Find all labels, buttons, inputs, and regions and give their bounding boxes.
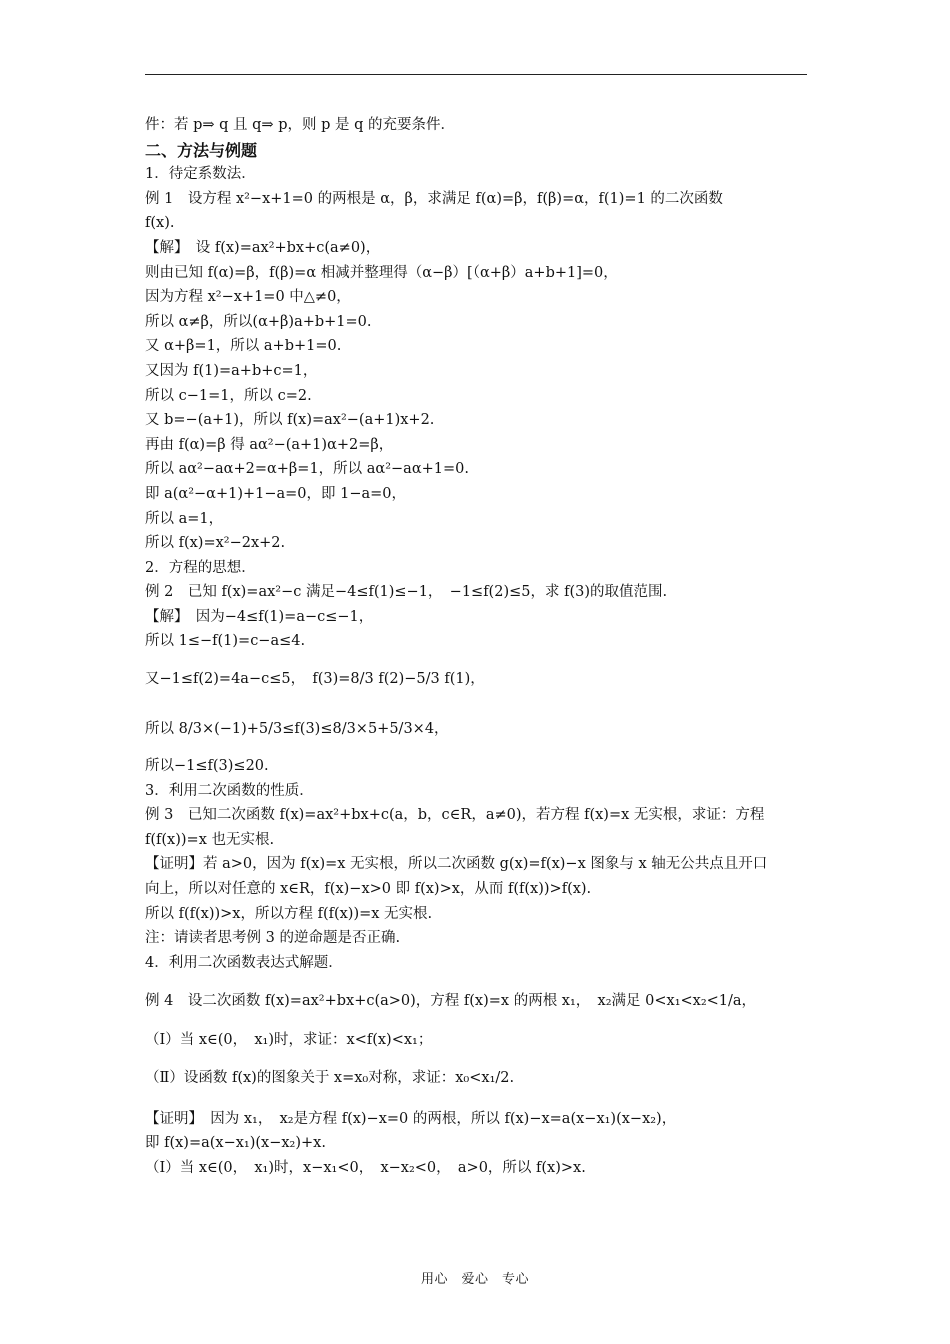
text-line: 所以 aα²−aα+2=α+β=1，所以 aα²−aα+1=0. (145, 461, 469, 478)
text-line: 所以 8/3×(−1)+5/3≤f(3)≤8/3×5+5/3×4， (145, 721, 449, 738)
text-line: 又 α+β=1，所以 a+b+1=0. (145, 338, 342, 355)
text-line: 【解】 设 f(x)=ax²+bx+c(a≠0)， (145, 239, 381, 256)
text-line: 即 f(x)=a(x−x₁)(x−x₂)+x. (145, 1135, 326, 1152)
text-line: 所以 f(x)=x²−2x+2. (145, 535, 286, 552)
text-line: f(f(x))=x 也无实根. (145, 831, 275, 848)
section-heading: 二、方法与例题 (145, 140, 258, 160)
header-rule (145, 74, 807, 75)
text-line: 所以 a=1， (145, 510, 224, 527)
text-line: 所以 f(f(x))>x，所以方程 f(f(x))=x 无实根. (145, 905, 433, 922)
text-line: 例 2 已知 f(x)=ax²−c 满足−4≤f(1)≤−1， −1≤f(2)≤5，求 f(3)的取值范围. (145, 584, 668, 601)
text-line: 又因为 f(1)=a+b+c=1， (145, 362, 318, 379)
text-line: （Ⅰ）当 x∈(0， x₁)时，x−x₁<0， x−x₂<0， a>0，所以 f(x)>x. (145, 1160, 586, 1176)
text-line: 所以−1≤f(3)≤20. (145, 758, 269, 775)
page-footer: 用心 爱心 专心 (420, 1272, 529, 1287)
text-line: 再由 f(α)=β 得 aα²−(a+1)α+2=β， (145, 436, 394, 453)
text-line: 向上，所以对任意的 x∈R，f(x)−x>0 即 f(x)>x，从而 f(f(x))>f(x). (145, 881, 592, 898)
text-line: （Ⅱ）设函数 f(x)的图象关于 x=x₀对称，求证：x₀<x₁/2. (145, 1069, 515, 1086)
text-line: 则由已知 f(α)=β，f(β)=α 相减并整理得（α−β）[（α+β）a+b+1]=0， (145, 264, 618, 281)
text-line: 【证明】若 a>0，因为 f(x)=x 无实根，所以二次函数 g(x)=f(x)−x 图象与 x 轴无公共点且开口 (145, 856, 768, 873)
text-line: 因为方程 x²−x+1=0 中△≠0， (145, 289, 351, 306)
text-line: 又 b=−(a+1)，所以 f(x)=ax²−(a+1)x+2. (145, 412, 435, 429)
text-line: 例 1 设方程 x²−x+1=0 的两根是 α，β，求满足 f(α)=β，f(β)=α，f(1)=1 的二次函数 (145, 190, 723, 207)
text-line: 注：请读者思考例 3 的逆命题是否正确. (145, 930, 401, 947)
text-line: 2．方程的思想． (145, 559, 256, 576)
text-line: （Ⅰ）当 x∈(0， x₁)时，求证：x<f(x)<x₁； (145, 1031, 433, 1048)
text-line: 【证明】 因为 x₁， x₂是方程 f(x)−x=0 的两根，所以 f(x)−x=a(x−x₁)(x−x₂)， (145, 1110, 677, 1127)
text-line: 所以 α≠β，所以(α+β)a+b+1=0. (145, 313, 372, 330)
text-line: 即 a(α²−α+1)+1−a=0，即 1−a=0， (145, 485, 407, 502)
text-line: 所以 1≤−f(1)=c−a≤4. (145, 633, 306, 650)
text-line: 【解】 因为−4≤f(1)=a−c≤−1， (145, 608, 374, 625)
text-line: 1．待定系数法． (145, 166, 256, 183)
text-line: 例 3 已知二次函数 f(x)=ax²+bx+c(a，b，c∈R，a≠0)，若方程 f(x)=x 无实根，求证：方程 (145, 807, 765, 824)
text-line: 例 4 设二次函数 f(x)=ax²+bx+c(a>0)，方程 f(x)=x 的两根 x₁， x₂满足 0<x₁<x₂<1/a， (145, 992, 757, 1009)
document-body (145, 116, 810, 1184)
text-line: 所以 c−1=1，所以 c=2. (145, 387, 312, 404)
text-line: 4．利用二次函数表达式解题． (145, 954, 343, 971)
text-line: 3．利用二次函数的性质． (145, 782, 314, 799)
text-line: f(x). (145, 215, 175, 232)
text-line: 又−1≤f(2)=4a−c≤5， f(3)=8/3 f(2)−5/3 f(1)， (145, 671, 485, 688)
text-line: 件：若 p⇒ q 且 q⇒ p，则 p 是 q 的充要条件． (145, 117, 455, 133)
